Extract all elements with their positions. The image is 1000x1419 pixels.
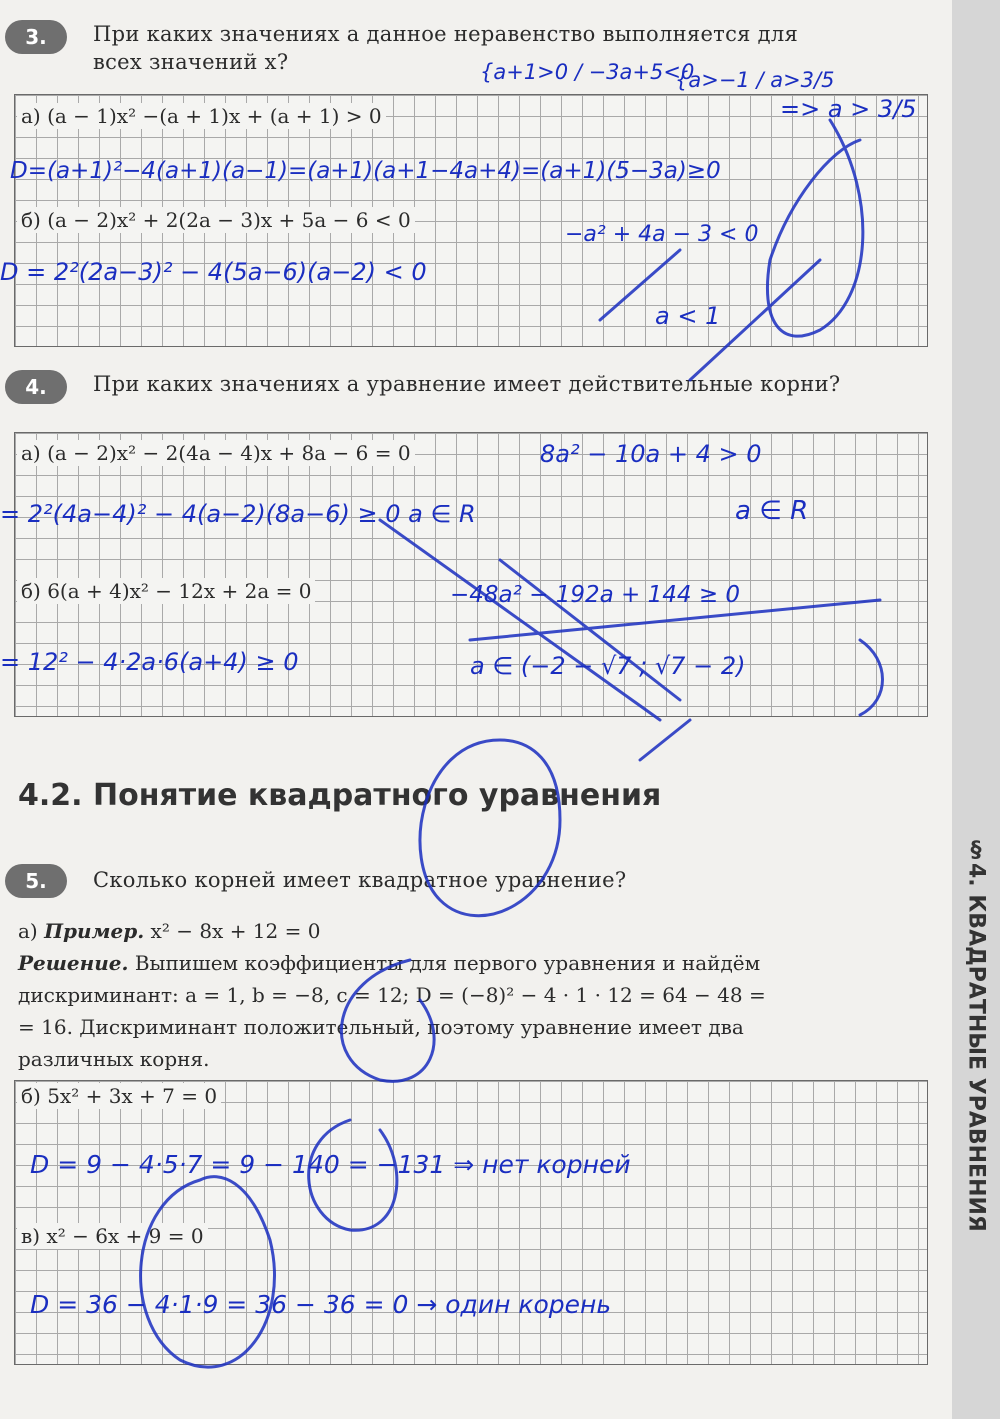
task-4a-hw-line: = 2²(4a−4)² − 4(a−2)(8a−6) ≥ 0 a ∈ R [0,500,476,528]
task-3b-hw-inequality: −a² + 4a − 3 < 0 [565,222,759,247]
task-5-solution-line4: различных корня. [18,1047,210,1071]
task-5-badge: 5. [5,864,67,898]
sidebar-chapter-title: §4. КВАДРАТНЫЕ УРАВНЕНИЯ [963,838,989,1232]
task-3-hw-result: => a > 3/5 [780,95,917,123]
task-5-solution-line2: дискриминант: a = 1, b = −8, c = 12; D = (−8)² − 4 · 1 · 12 = 64 − 48 = [18,983,766,1007]
task-3-hw-system1: {a+1>0 / −3a+5<0 [480,60,695,84]
task-4b-hw-answer: a ∈ (−2 − √7 ; √7 − 2) [470,652,746,680]
section-title: 4.2. Понятие квадратного уравнения [18,778,662,813]
task-3b-hw-a-less-1: a < 1 [655,302,721,330]
task-4a-hw-top: 8a² − 10a + 4 > 0 [540,440,762,468]
task-3-badge: 3. [5,20,67,54]
task-3a-label: а) (a − 1)x² −(a + 1)x + (a + 1) > 0 [17,103,386,129]
task-5-solution-line1: Решение. Выпишем коэффициенты для первого уравнения и найдём [18,951,761,975]
task-3-hw-system2: {a>−1 / a>3/5 [675,68,835,92]
task-5b-hw-answer: D = 9 − 4·5·7 = 9 − 140 = −131 ⇒ нет корней [30,1150,631,1179]
task-5-solution-line3: = 16. Дискриминант положительный, поэтому уравнение имеет два [18,1015,744,1039]
task-3-question-line1: При каких значениях a данное неравенство выполняется для [93,22,799,46]
task-3b-label: б) (a − 2)x² + 2(2a − 3)x + 5a − 6 < 0 [17,207,415,233]
task-4a-hw-answer: a ∈ R [735,496,809,526]
task-4-question: При каких значениях a уравнение имеет действительные корни? [93,372,841,396]
task-5v-label: в) x² − 6x + 9 = 0 [17,1223,208,1249]
task-3-question-line2: всех значений x? [93,50,289,74]
task-5b-label: б) 5x² + 3x + 7 = 0 [17,1083,221,1109]
task-4b-hw-line: = 12² − 4·2a·6(a+4) ≥ 0 [0,648,299,676]
task-3a-hw-discriminant: D=(a+1)²−4(a+1)(a−1)=(a+1)(a+1−4a+4)=(a+1)(5−3a)≥0 [10,158,721,184]
task-4-badge: 4. [5,370,67,404]
task-3b-hw-discriminant: D = 2²(2a−3)² − 4(5a−6)(a−2) < 0 [0,258,427,286]
task-5-question: Сколько корней имеет квадратное уравнение? [93,868,627,892]
task-5v-hw-answer: D = 36 − 4·1·9 = 36 − 36 = 0 → один корень [30,1290,612,1319]
task-4b-label: б) 6(a + 4)x² − 12x + 2a = 0 [17,578,315,604]
task-4a-label: а) (a − 2)x² − 2(4a − 4)x + 8a − 6 = 0 [17,440,415,466]
task-4b-hw-mid: −48a² − 192a + 144 ≥ 0 [450,582,741,608]
task-5-example: а) Пример. x² − 8x + 12 = 0 [18,919,321,943]
